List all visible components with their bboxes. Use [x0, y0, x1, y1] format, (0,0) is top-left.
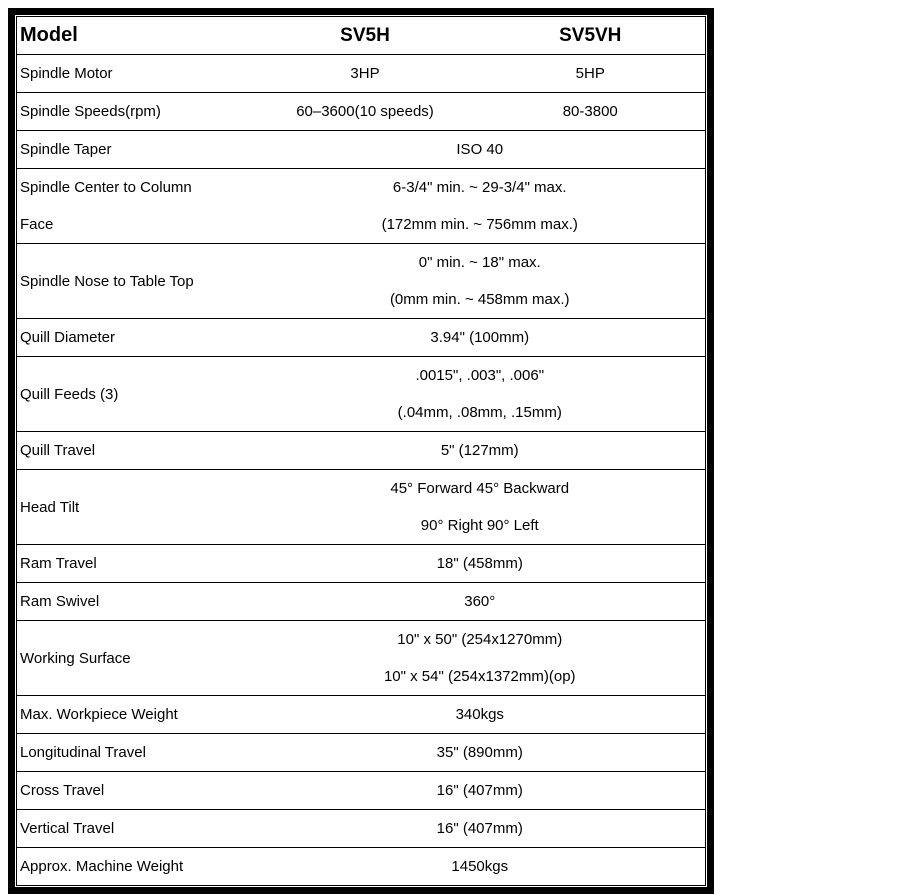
row-label: Ram Swivel	[17, 583, 255, 621]
row-label: Head Tilt	[17, 470, 255, 545]
table-row	[17, 734, 706, 772]
row-label: Quill Travel	[17, 432, 255, 470]
row-label: Spindle Motor	[17, 55, 255, 93]
row-value	[476, 55, 706, 93]
row-value-line: 5" (127mm)	[440, 442, 519, 459]
row-value-line: 3HP	[350, 65, 380, 82]
row-value-line: 10" x 54" (254x1372mm)(op)	[383, 668, 576, 685]
row-value	[255, 319, 706, 357]
row-value	[255, 470, 706, 545]
spec-table	[16, 16, 706, 886]
table-row	[17, 169, 706, 244]
row-label: Max. Workpiece Weight	[17, 696, 255, 734]
row-value-line: 90° Right 90° Left	[420, 517, 539, 534]
row-value-line: 45° Forward 45° Backward	[390, 480, 570, 497]
row-value-line: 360°	[464, 593, 496, 610]
row-value	[255, 55, 476, 93]
row-value	[255, 734, 706, 772]
table-row	[17, 432, 706, 470]
row-value	[255, 131, 706, 169]
row-label: Quill Feeds (3)	[17, 357, 255, 432]
row-value	[255, 848, 706, 886]
row-label: Spindle Nose to Table Top	[17, 244, 255, 319]
table-row	[17, 810, 706, 848]
row-value	[255, 696, 706, 734]
table-row	[17, 583, 706, 621]
row-value-line: 1450kgs	[451, 858, 509, 875]
spec-table-frame	[8, 8, 714, 894]
row-value	[476, 93, 706, 131]
row-value	[255, 545, 706, 583]
table-row	[17, 545, 706, 583]
row-value-line: 5HP	[575, 65, 605, 82]
row-value	[255, 810, 706, 848]
row-value-line: 18" (458mm)	[436, 555, 523, 572]
row-value-line: .0015", .003", .006"	[415, 367, 545, 384]
table-row	[17, 696, 706, 734]
row-value-line: 80-3800	[562, 103, 618, 120]
row-value-line: (.04mm, .08mm, .15mm)	[397, 404, 562, 421]
row-value	[255, 169, 706, 244]
table-row	[17, 131, 706, 169]
header-row	[17, 17, 706, 55]
table-row	[17, 621, 706, 696]
row-value	[255, 432, 706, 470]
row-label: Spindle Center to Column Face	[17, 169, 255, 244]
row-value	[255, 583, 706, 621]
header-cell-sv5h: SV5H	[340, 25, 390, 46]
table-row	[17, 357, 706, 432]
table-row	[17, 470, 706, 545]
row-value-line: 10" x 50" (254x1270mm)	[397, 631, 563, 648]
row-label: Longitudinal Travel	[17, 734, 255, 772]
row-value-line: 35" (890mm)	[436, 744, 523, 761]
row-value-line: 16" (407mm)	[436, 820, 523, 837]
row-label: Working Surface	[17, 621, 255, 696]
row-label: Approx. Machine Weight	[17, 848, 255, 886]
table-row	[17, 772, 706, 810]
row-value	[255, 772, 706, 810]
row-value-line: 3.94" (100mm)	[430, 329, 530, 346]
row-value-line: (172mm min. ~ 756mm max.)	[381, 216, 578, 233]
row-value	[255, 244, 706, 319]
row-value-line: (0mm min. ~ 458mm max.)	[389, 291, 570, 308]
table-row	[17, 244, 706, 319]
table-row	[17, 55, 706, 93]
row-label: Cross Travel	[17, 772, 255, 810]
row-value-line: 0" min. ~ 18" max.	[418, 254, 541, 271]
row-value-line: 6-3/4" min. ~ 29-3/4" max.	[392, 179, 567, 196]
header-cell-sv5vh: SV5VH	[559, 25, 622, 46]
row-label: Vertical Travel	[17, 810, 255, 848]
row-value-line: 60–3600(10 speeds)	[296, 103, 434, 120]
row-value-line: ISO 40	[456, 141, 504, 158]
row-value-line: 340kgs	[455, 706, 504, 723]
table-row	[17, 848, 706, 886]
row-label: Ram Travel	[17, 545, 255, 583]
row-value-line: 16" (407mm)	[436, 782, 523, 799]
row-value	[255, 621, 706, 696]
row-label: Spindle Taper	[17, 131, 255, 169]
row-value	[255, 357, 706, 432]
table-row	[17, 93, 706, 131]
header-cell-model: Model	[20, 24, 78, 46]
row-value	[255, 93, 476, 131]
row-label: Spindle Speeds(rpm)	[17, 93, 255, 131]
table-row	[17, 319, 706, 357]
row-label: Quill Diameter	[17, 319, 255, 357]
